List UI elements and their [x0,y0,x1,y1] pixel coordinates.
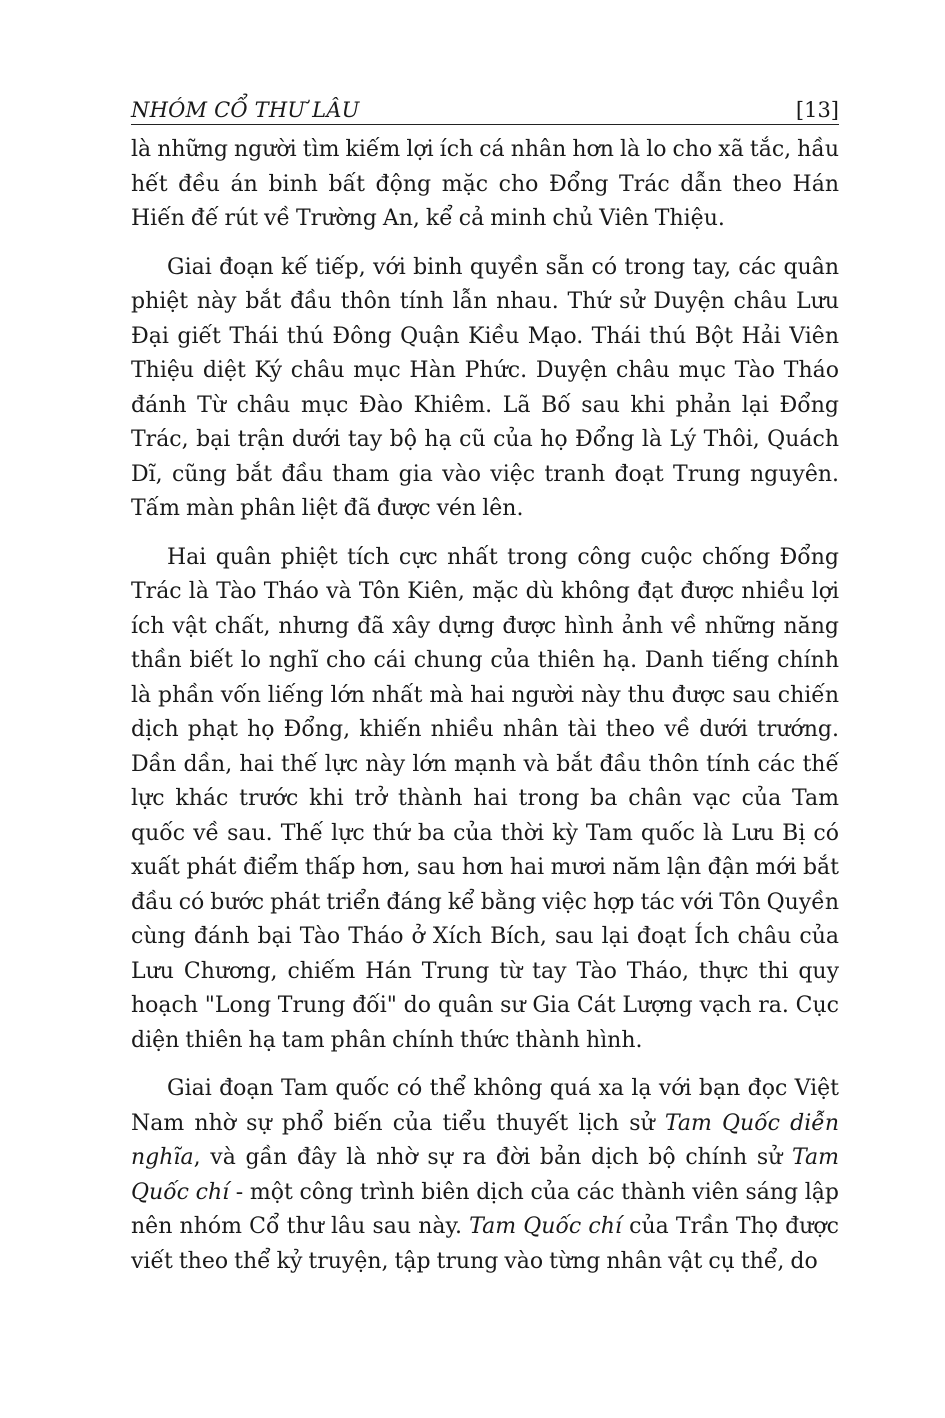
paragraph-4-segment: , và gần đây là nhờ sự ra đời bản dịch bộ chính sử [193,1145,793,1170]
body-text [131,133,839,1279]
paragraph-2: Giai đoạn kế tiếp, với binh quyền sẵn có trong tay, các quân phiệt này bắt đầu thôn tính lẫn nhau. Thứ sử Duyện châu Lưu Đại giết Thái thú Đông Quận Kiều Mạo. Thái thú Bột Hải Viên Thiệu diệt Ký châu mục Hàn Phức. Duyện châu mục Tào Tháo đánh Từ châu mục Đào Khiêm. Lã Bố sau khi phản lại Đổng Trác, bại trận dưới tay bộ hạ cũ của họ Đổng là Lý Thôi, Quách Dĩ, cũng bắt đầu tham gia vào việc tranh đoạt Trung nguyên. Tấm màn phân liệt đã được vén lên. [131,254,839,521]
paragraph-4-segment: Giai đoạn Tam quốc có thể không quá xa lạ với bạn đọc Việt Nam nhờ sự phổ biến của tiểu thuyết lịch sử [131,1076,839,1136]
paragraph-1: là những người tìm kiếm lợi ích cá nhân hơn là lo cho xã tắc, hầu hết đều án binh bất động mặc cho Đổng Trác dẫn theo Hán Hiến đế rút về Trường An, kể cả minh chủ Viên Thiệu. [131,137,839,231]
header-title: NHÓM CỔ THƯ LÂU [131,98,360,122]
book-title-italic: Tam Quốc diễn nghĩa [131,1110,839,1170]
paragraph-4-segment: của Trần Thọ được viết theo thể kỷ truyện, tập trung vào từng nhân vật cụ thể, do [131,1214,839,1274]
book-title-italic: Tam Quốc chí [469,1214,622,1239]
page-number: [13] [795,98,839,122]
paragraph-3: Hai quân phiệt tích cực nhất trong công cuộc chống Đổng Trác là Tào Tháo và Tôn Kiên, mặc dù không đạt được nhiều lợi ích vật chất, nhưng đã xây dựng được hình ảnh về những năng thần biết lo nghĩ cho cái chung của thiên hạ. Danh tiếng chính là phần vốn liếng lớn nhất mà hai người này thu được sau chiến dịch phạt họ Đổng, khiến nhiều nhân tài theo về dưới trướng. Dần dần, hai thế lực này lớn mạnh và bắt đầu thôn tính các thế lực khác trước khi trở thành hai trong ba chân vạc của Tam quốc về sau. Thế lực thứ ba của thời kỳ Tam quốc là Lưu Bị có xuất phát điểm thấp hơn, sau hơn hai mươi năm lận đận mới bắt đầu có bước phát triển đáng kể bằng việc hợp tác với Tôn Quyền cùng đánh bại Tào Tháo ở Xích Bích, sau lại đoạt Ích châu của Lưu Chương, chiếm Hán Trung từ tay Tào Tháo, thực thi quy hoạch "Long Trung đối" do quân sư Gia Cát Lượng vạch ra. Cục diện thiên hạ tam phân chính thức thành hình. [131,544,839,1053]
running-header [131,92,839,125]
paragraph-4 [131,1072,839,1279]
book-page [131,92,839,1293]
paragraph-4-segment: - một công trình biên dịch của các thành viên sáng lập nên nhóm Cổ thư lâu sau này. [131,1179,839,1239]
book-title-italic: Tam Quốc chí [131,1145,839,1205]
